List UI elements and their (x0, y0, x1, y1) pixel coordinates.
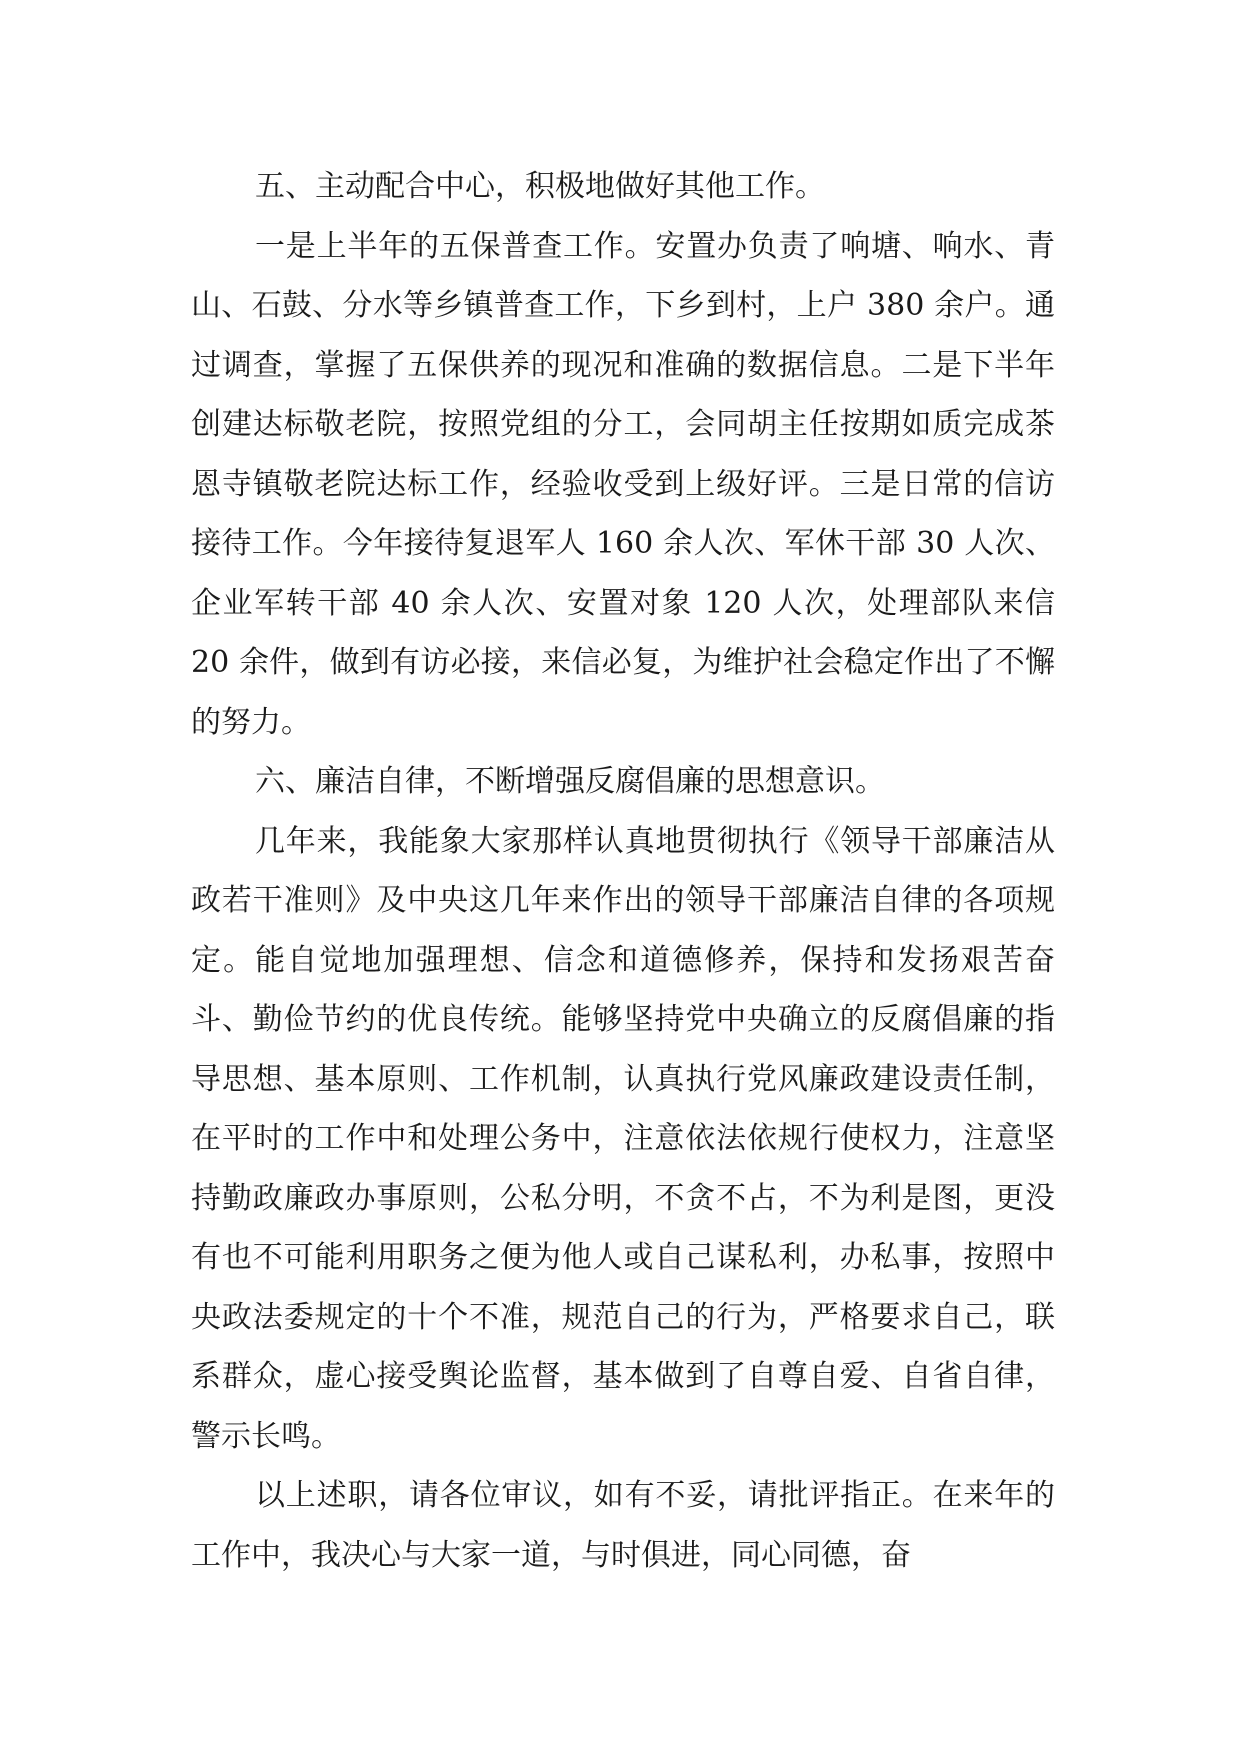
document-body (191, 157, 1055, 1585)
body-paragraph: 几年来，我能象大家那样认真地贯彻执行《领导干部廉洁从政若干准则》及中央这几年来作出的领导干部廉洁自律的各项规定。能自觉地加强理想、信念和道德修养，保持和发扬艰苦奋斗、勤俭节约的优良传统。能够坚持党中央确立的反腐倡廉的指导思想、基本原则、工作机制，认真执行党风廉政建设责任制，在平时的工作中和处理公务中，注意依法依规行使权力，注意坚持勤政廉政办事原则，公私分明，不贪不占，不为利是图，更没有也不可能利用职务之便为他人或自己谋私利，办私事，按照中央政法委规定的十个不准，规范自己的行为，严格要求自己，联系群众，虚心接受舆论监督，基本做到了自尊自爱、自省自律，警示长鸣。 (191, 823, 1055, 1454)
section-heading-six: 六、廉洁自律，不断增强反腐倡廉的思想意识。 (255, 764, 885, 799)
body-paragraph: 以上述职，请各位审议，如有不妥，请批评指正。在来年的工作中，我决心与大家一道，与时俱进，同心同德，奋 (191, 1478, 1055, 1573)
body-paragraph: 一是上半年的五保普查工作。安置办负责了响塘、响水、青山、石鼓、分水等乡镇普查工作，下乡到村，上户 380 余户。通过调查，掌握了五保供养的现况和准确的数据信息。二是下半年创建达标敬老院，按照党组的分工，会同胡主任按期如质完成茶恩寺镇敬老院达标工作，经验收受到上级好评。三是日常的信访接待工作。今年接待复退军人 160 余人次、军休干部 30 人次、企业军转干部 40 余人次、安置对象 120 人次，处理部队来信 20 余件，做到有访必接，来信必复，为维护社会稳定作出了不懈的努力。 (191, 228, 1055, 740)
section-heading-five: 五、主动配合中心，积极地做好其他工作。 (255, 169, 825, 204)
